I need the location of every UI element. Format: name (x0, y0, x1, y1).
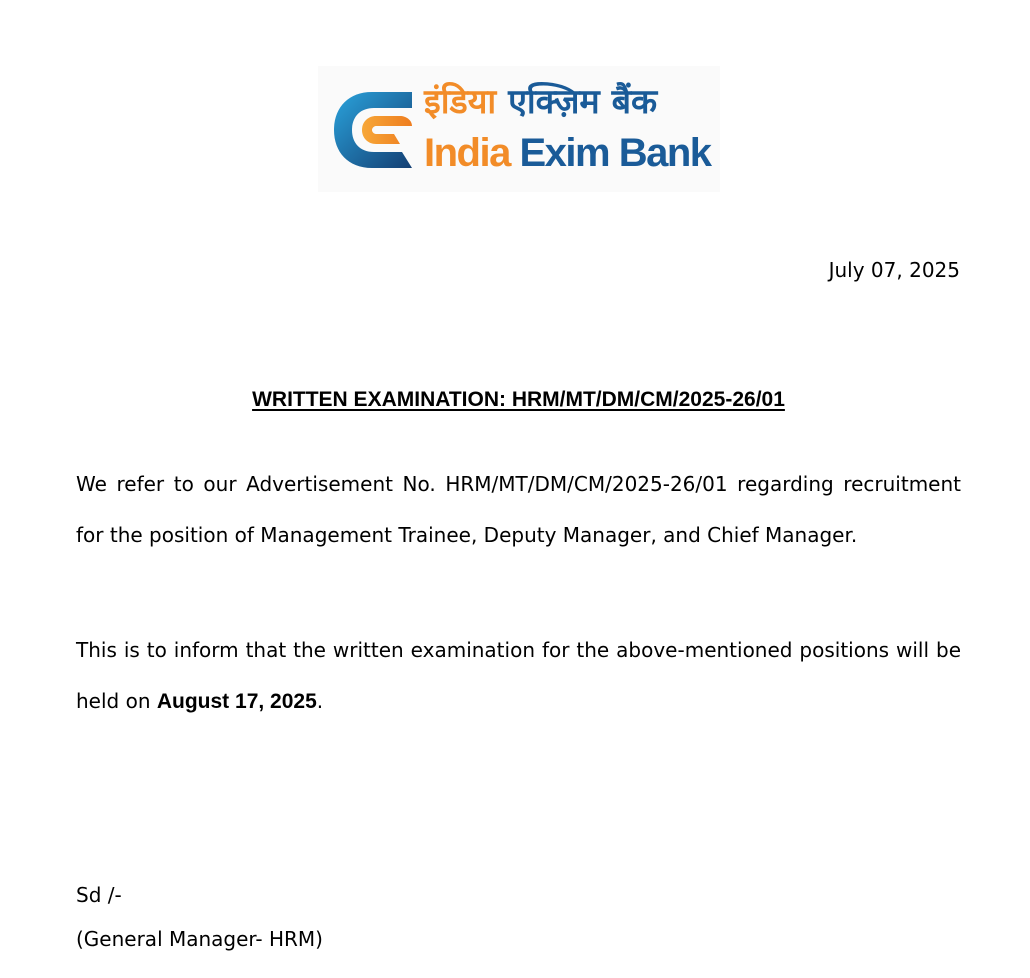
logo-hindi-part2: एक्ज़िम बैंक (508, 82, 658, 122)
exam-date: August 17, 2025 (156, 689, 317, 713)
paragraph-exam-notice-end: . (316, 688, 324, 713)
paragraph-advertisement-reference: We refer to our Advertisement No. HRM/MT/DM/CM/2025-26/01 regarding recruitment for the position of Management Trainee, Deputy Manager, and Chief Manager. (76, 472, 961, 547)
paragraph-exam-notice-text: This is to inform that the written examination for the above-mentioned positions will be held on (76, 638, 961, 713)
signature-line: Sd /- (76, 883, 122, 907)
logo-hindi-part1: इंडिया (424, 82, 497, 122)
signatory-designation: (General Manager- HRM) (76, 927, 323, 951)
letter-date: July 07, 2025 (828, 258, 960, 282)
exim-e-logo-icon (332, 88, 418, 172)
logo-hindi-text (424, 80, 657, 124)
logo-english-text (424, 128, 711, 178)
logo-english-part2: Exim Bank (519, 131, 711, 175)
india-exim-bank-logo (318, 66, 720, 192)
paragraph-exam-notice (76, 625, 961, 727)
letter-heading: WRITTEN EXAMINATION: HRM/MT/DM/CM/2025-26/01 (252, 388, 785, 411)
logo-english-part1: India (424, 131, 510, 175)
